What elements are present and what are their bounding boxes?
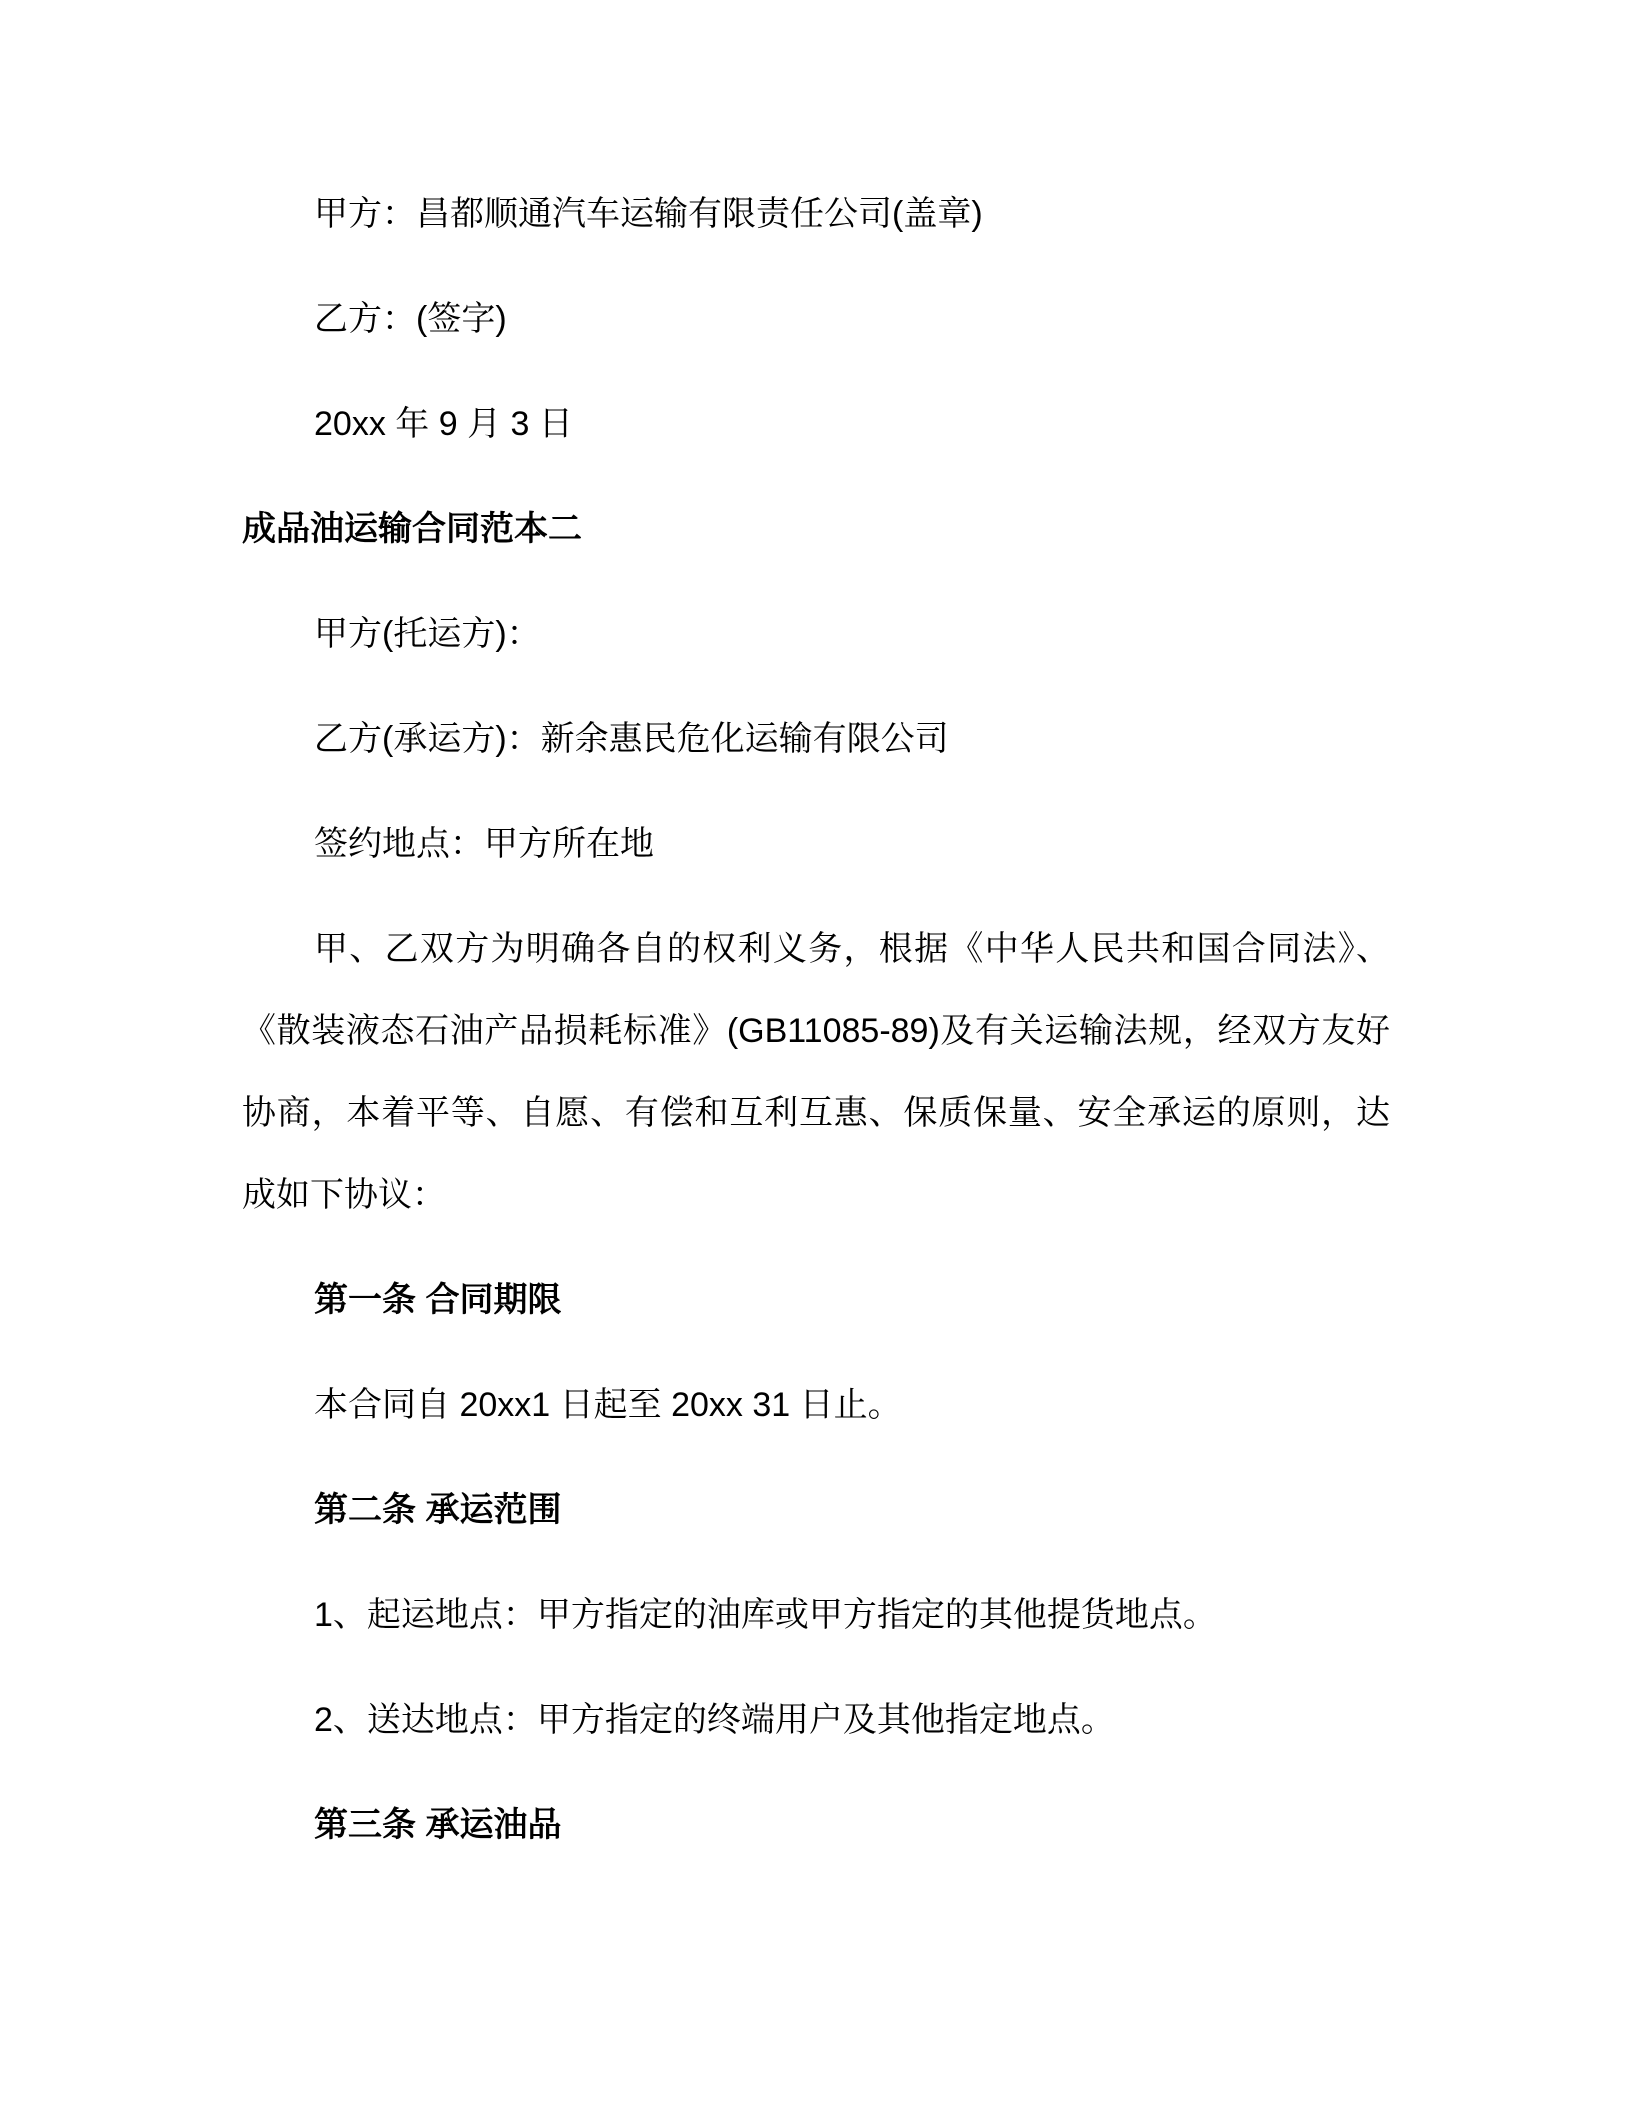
clause-1-heading: 第一条 合同期限 bbox=[314, 1281, 562, 1319]
clause-2-item-1: 1、起运地点：甲方指定的油库或甲方指定的其他提货地点。 bbox=[314, 1596, 1217, 1634]
clause-1-body: 本合同自 20xx1 日起至 20xx 31 日止。 bbox=[314, 1386, 902, 1424]
party-b-signature-line: 乙方：(签字) bbox=[314, 300, 507, 338]
clause-2-item-2: 2、送达地点：甲方指定的终端用户及其他指定地点。 bbox=[314, 1701, 1115, 1739]
preamble-paragraph: 甲、乙双方为明确各自的权利义务，根据《中华人民共和国合同法》、《散装液态石油产品损耗标准》(GB11085-89)及有关运输法规，经双方友好协商，本着平等、自愿、有偿和互利互惠、保质保量、安全承运的原则，达成如下协议： bbox=[242, 930, 1390, 1214]
date-line: 20xx 年 9 月 3 日 bbox=[314, 405, 573, 443]
party-a-shipper-line: 甲方(托运方)： bbox=[314, 615, 541, 653]
signing-location-line: 签约地点：甲方所在地 bbox=[314, 825, 654, 863]
party-b-carrier-line: 乙方(承运方)：新余惠民危化运输有限公司 bbox=[314, 720, 949, 758]
template-title: 成品油运输合同范本二 bbox=[242, 510, 582, 548]
clause-3-heading: 第三条 承运油品 bbox=[314, 1806, 562, 1844]
clause-2-heading: 第二条 承运范围 bbox=[314, 1491, 562, 1529]
party-a-seal-line: 甲方：昌都顺通汽车运输有限责任公司(盖章) bbox=[314, 195, 983, 233]
